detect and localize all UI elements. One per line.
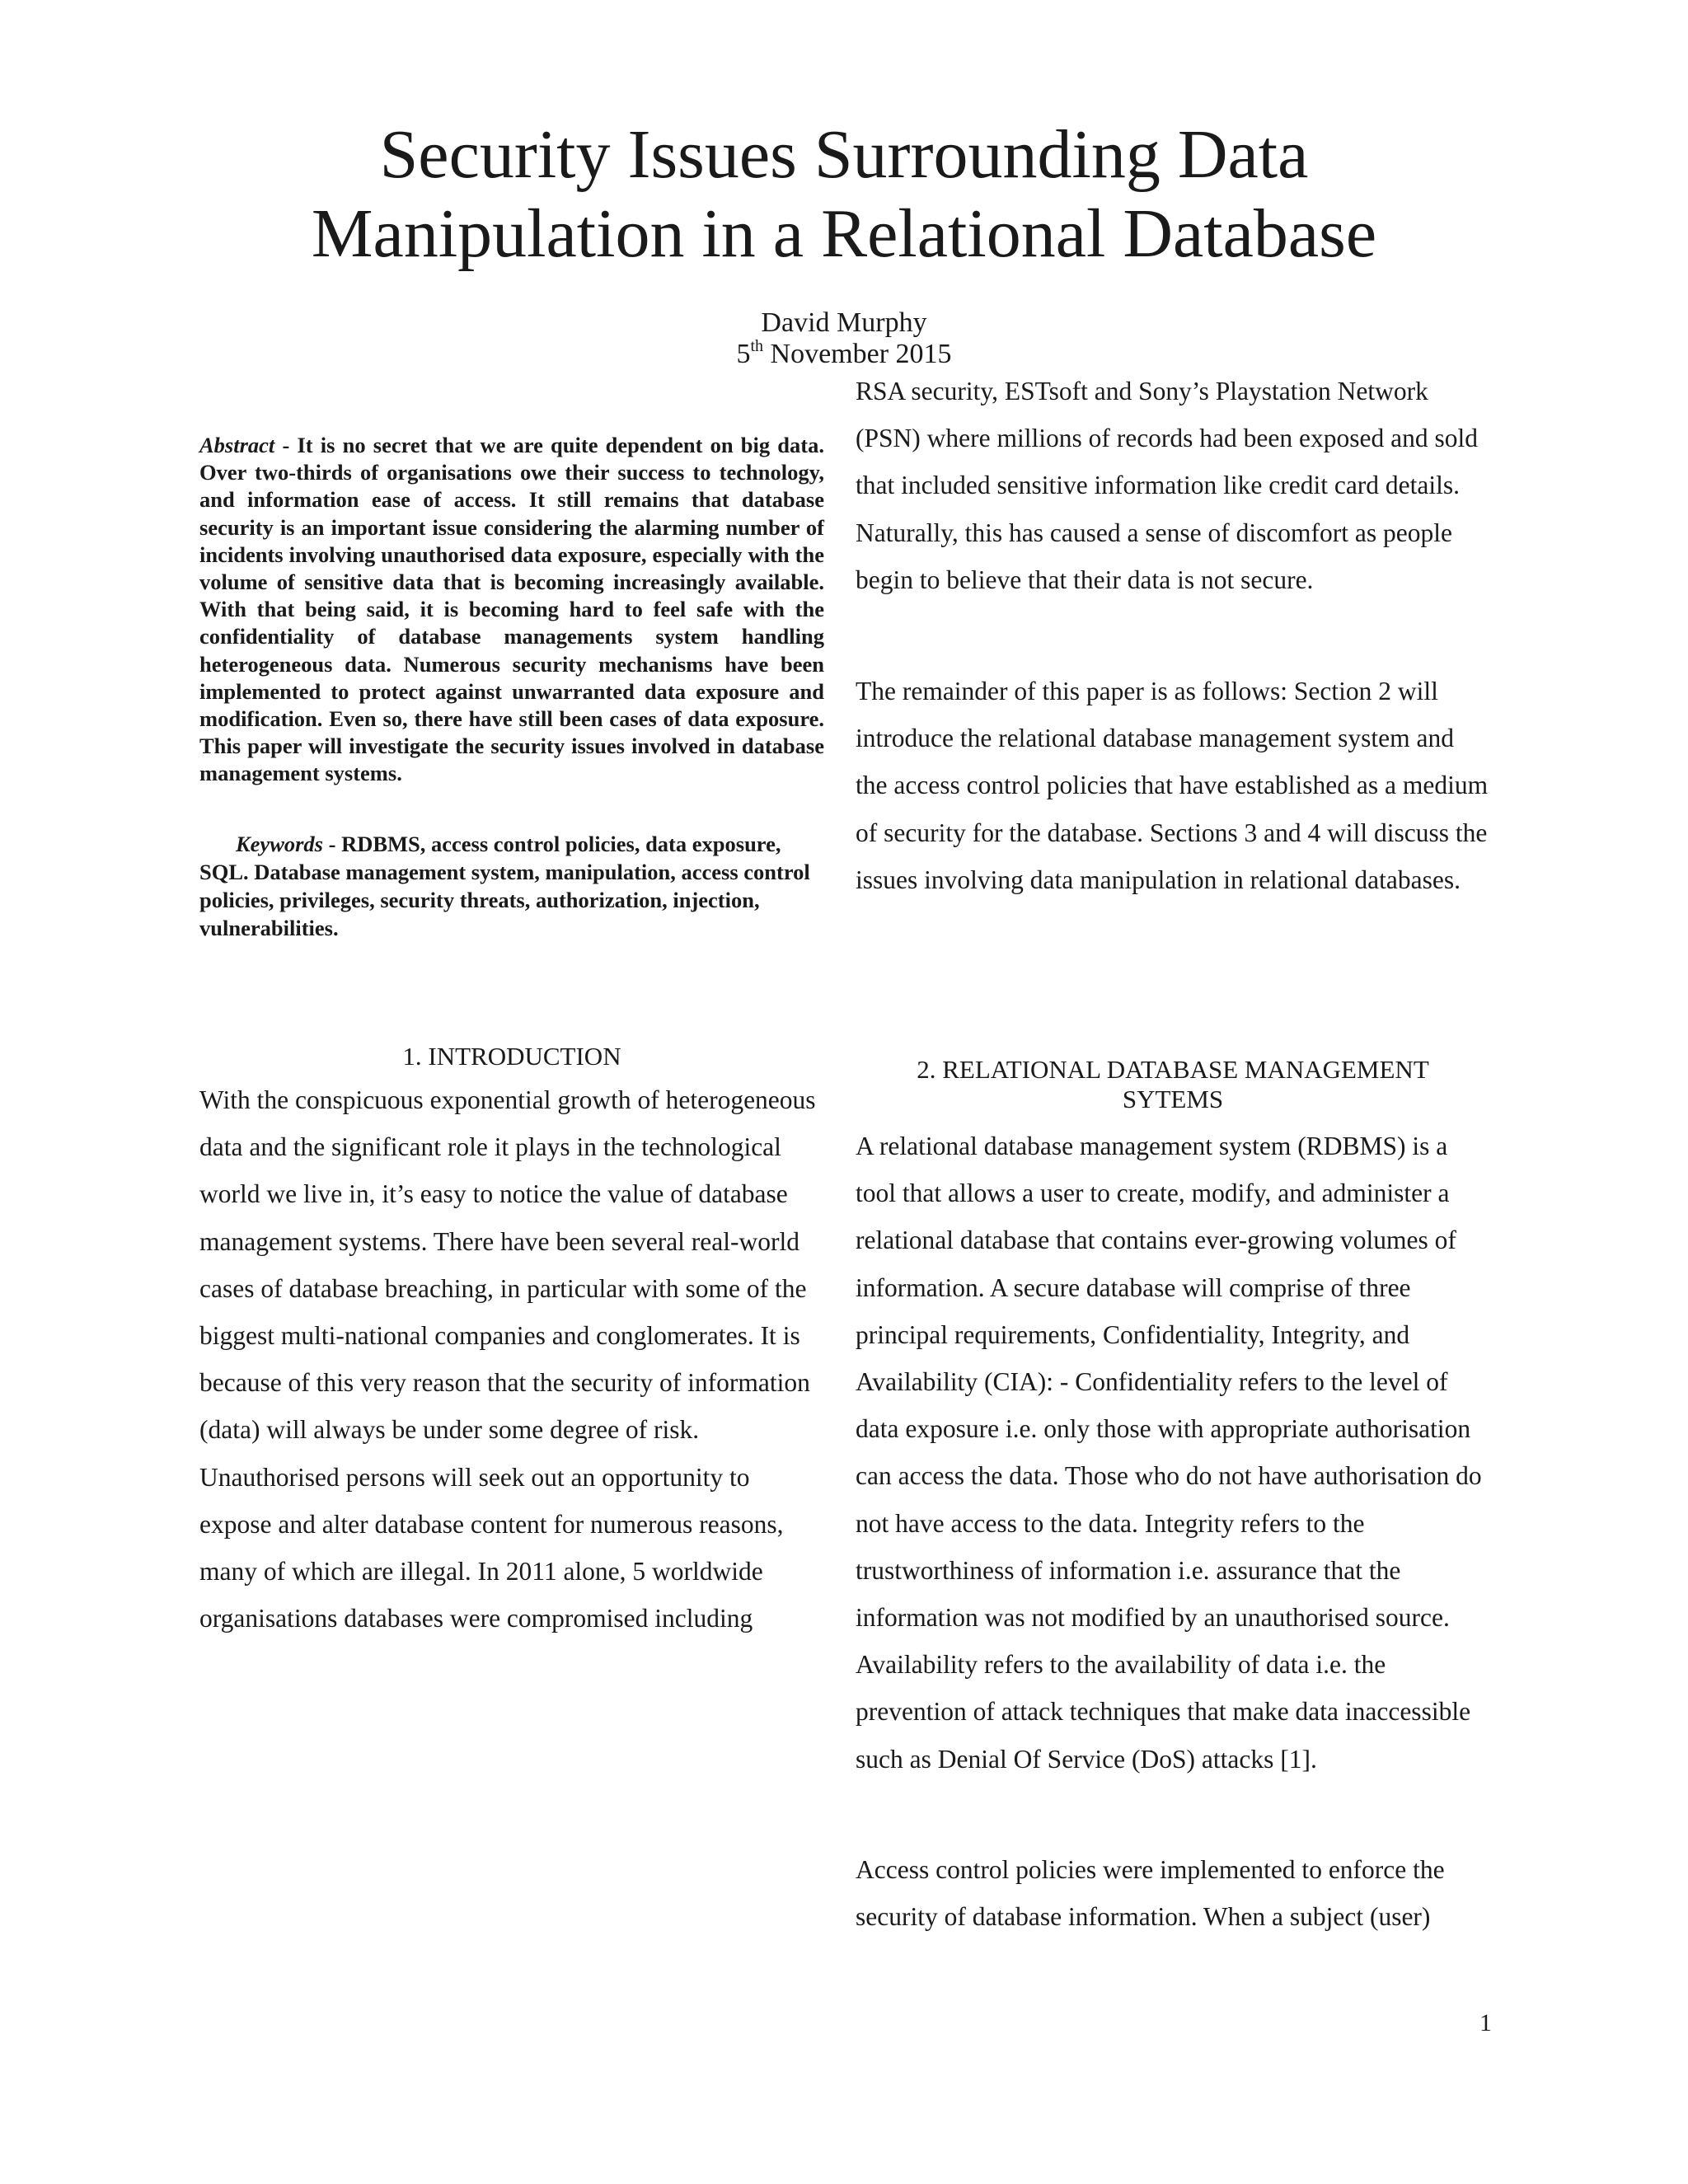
date-rest: November 2015 (770, 339, 952, 369)
abstract-label: Abstract (199, 433, 275, 457)
publication-date (0, 338, 1688, 371)
section-2-heading-line-2: SYTEMS (1122, 1085, 1224, 1113)
keywords-text: - RDBMS, access control policies, data exposure, SQL. Database management system, manipulation, access control policies, privileges, security threats, authorization, injection, vulnerabilities. (199, 832, 810, 940)
page-number: 1 (1479, 2009, 1492, 2036)
section-2-heading-line-1: 2. RELATIONAL DATABASE MANAGEMENT (917, 1055, 1429, 1084)
date-suffix: th (750, 337, 764, 355)
section-1-body: With the conspicuous exponential growth of heterogeneous data and the significant role it plays in the technological world we live in, it’s easy to notice the value of database management systems. There have been several real-world cases of database breaching, in particular with some of the biggest multi-national companies and conglomerates. It is because of this very reason that the security of information (data) will always be under some degree of risk. Unauthorised persons will seek out an opportunity to expose and alter database content for numerous reasons, many of which are illegal. In 2011 alone, 5 worldwide organisations databases were compromised including (199, 1085, 816, 1633)
paper-outline-paragraph: The remainder of this paper is as follows: Section 2 will introduce the relational database management system and the access control policies that have established as a medium of security for the database. Sections 3 and 4 will discuss the issues involving data manipulation in relational databases. (856, 677, 1489, 894)
section-1-heading: 1. INTRODUCTION (402, 1042, 621, 1071)
keywords (199, 830, 824, 942)
paper-title (0, 115, 1688, 274)
title-line-2: Manipulation in a Relational Database (311, 195, 1377, 272)
intro-continuation-paragraph: RSA security, ESTsoft and Sony’s Playstation Network (PSN) where millions of records had been exposed and sold that included sensitive information like credit card details. Naturally, this has caused a sense of discomfort as people begin to believe that their data is not secure. (856, 377, 1478, 594)
section-2-heading (856, 1055, 1490, 1114)
abstract (199, 432, 824, 788)
date-day: 5 (736, 339, 751, 369)
section-2-paragraph-2: Access control policies were implemented to enforce the security of database information. When a subject (user) (856, 1855, 1445, 1932)
section-2-body: A relational database management system (RDBMS) is a tool that allows a user to create, modify, and administer a relational database that contains ever-growing volumes of information. A secure database will comprise of three principal requirements, Confidentiality, Integrity, and Availability (CIA): - Confidentiality refers to the level of data exposure i.e. only those with appropriate authorisation can access the data. Those who do not have authorisation do not have access to the data. Integrity refers to the trustworthiness of information i.e. assurance that the information was not modified by an unauthorised source. Availability refers to the availability of data i.e. the prevention of attack techniques that make data inaccessible such as Denial Of Service (DoS) attacks [1]. (856, 1132, 1482, 1774)
abstract-text: - It is no secret that we are quite dependent on big data. Over two-thirds of organisations owe their success to technology, and information ease of access. It still remains that database security is an important issue considering the alarming number of incidents involving unauthorised data exposure, especially with the volume of sensitive data that is becoming increasingly available. With that being said, it is becoming hard to feel safe with the confidentiality of database managements system handling heterogeneous data. Numerous security mechanisms have been implemented to protect against unwarranted data exposure and modification. Even so, there have still been cases of data exposure. This paper will investigate the security issues involved in database management systems. (199, 433, 824, 786)
keywords-label: Keywords (236, 832, 323, 856)
title-line-1: Security Issues Surrounding Data (379, 116, 1309, 193)
author-name: David Murphy (761, 307, 927, 338)
